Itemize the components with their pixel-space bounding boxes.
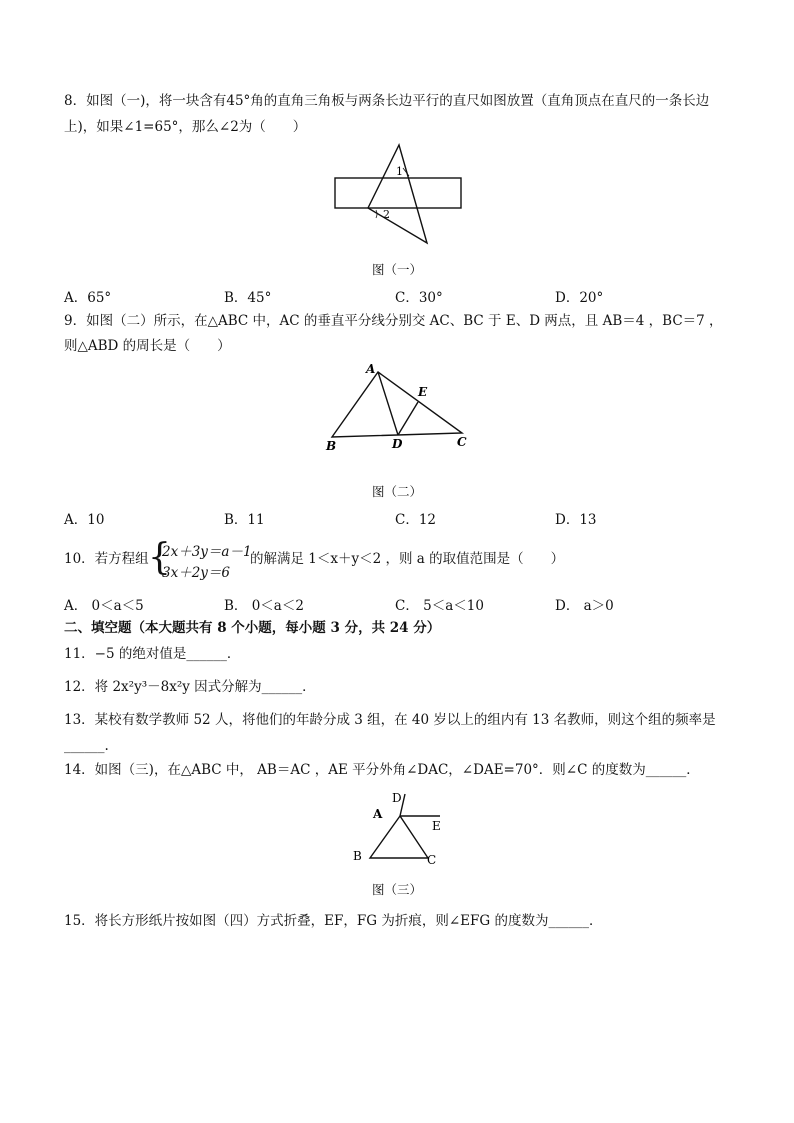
q9-options — [64, 508, 744, 526]
q12-text: 12．将 2x²y³－8x²y 因式分解为______． — [64, 679, 316, 695]
q11-text: 11．−5 的绝对值是______． — [64, 646, 241, 662]
label-c: C — [427, 853, 437, 867]
triangle-abc — [370, 816, 428, 858]
system-brace: { — [148, 537, 171, 578]
q15-text: 15．将长方形纸片按如图（四）方式折叠，EF，FG 为折痕，则∠EFG 的度数为______． — [64, 913, 603, 929]
q9-option-c[interactable]: C．12 — [395, 512, 437, 528]
figure-three-caption: 图（三） — [371, 882, 422, 897]
q8-options — [64, 286, 744, 304]
angle-2-arc — [376, 210, 377, 218]
ruler — [335, 178, 461, 208]
q9-option-a[interactable]: A．10 — [64, 512, 105, 528]
angle-2-label: 2 — [383, 208, 390, 221]
q10-eq2: 3x＋2y＝6 — [162, 565, 231, 581]
q13-line2: ______. — [64, 738, 109, 754]
q8-option-d[interactable]: D．20° — [555, 290, 604, 306]
q8-line2: 上)，如果∠1=65°，那么∠2为（ ） — [64, 119, 307, 135]
q10-option-d[interactable]: D． a＞0 — [555, 598, 614, 614]
q9-line2: 则△ABD 的周长是（ ） — [64, 338, 231, 354]
set-square — [368, 145, 427, 243]
label-e: E — [432, 819, 441, 833]
label-b: B — [326, 439, 337, 453]
label-d: D — [392, 791, 402, 805]
q8-option-b[interactable]: B．45° — [224, 290, 272, 306]
segment-de — [398, 402, 418, 435]
triangle-abc — [332, 372, 462, 437]
q10-suffix: 的解满足 1＜x＋y＜2 ，则 a 的取值范围是（ ） — [250, 551, 565, 567]
q14-text: 14．如图（三)，在△ABC 中， AB＝AC ，AE 平分外角∠DAC，∠DAE=70°．则∠C 的度数为______． — [64, 762, 700, 778]
q10-option-a[interactable]: A． 0＜a＜5 — [64, 598, 144, 614]
figure-one — [330, 140, 470, 250]
label-a: A — [366, 362, 376, 376]
q9-option-b[interactable]: B．11 — [224, 512, 265, 528]
q8-option-a[interactable]: A．65° — [64, 290, 112, 306]
q9-line1: 9．如图（二）所示，在△ABC 中，AC 的垂直平分线分别交 AC、BC 于 E、D 两点，且 AB＝4 ，BC＝7 ， — [64, 313, 723, 329]
label-a: A — [373, 807, 383, 821]
figure-one-caption: 图（一） — [371, 262, 422, 277]
label-e: E — [418, 385, 428, 399]
figure-two — [320, 360, 480, 455]
q10-eq1: 2x＋3y＝a－1 — [162, 544, 252, 560]
segment-ad — [378, 372, 398, 435]
q10-equation-system — [148, 537, 258, 581]
q10-options — [64, 594, 744, 612]
figure-two-caption: 图（二） — [371, 484, 422, 499]
q10-prefix: 10．若方程组 — [64, 551, 149, 567]
q8-line1: 8．如图（一)，将一块含有45°角的直角三角板与两条长边平行的直尺如图放置（直角顶点在直尺的一条长边 — [64, 93, 710, 109]
angle-1-label: 1 — [396, 165, 403, 178]
q13-line1: 13．某校有数学教师 52 人，将他们的年龄分成 3 组，在 40 岁以上的组内有 13 名教师，则这个组的频率是 — [64, 712, 716, 728]
label-d: D — [392, 437, 403, 451]
q10-option-b[interactable]: B． 0＜a＜2 — [224, 598, 304, 614]
figure-three — [345, 788, 455, 868]
q8-option-c[interactable]: C．30° — [395, 290, 443, 306]
q9-option-d[interactable]: D．13 — [555, 512, 597, 528]
label-c: C — [457, 435, 467, 449]
label-b: B — [353, 849, 362, 863]
q10-option-c[interactable]: C． 5＜a＜10 — [395, 598, 484, 614]
section-fill-in-title: 二、填空题（本大题共有 8 个小题，每小题 3 分，共 24 分） — [64, 620, 441, 636]
